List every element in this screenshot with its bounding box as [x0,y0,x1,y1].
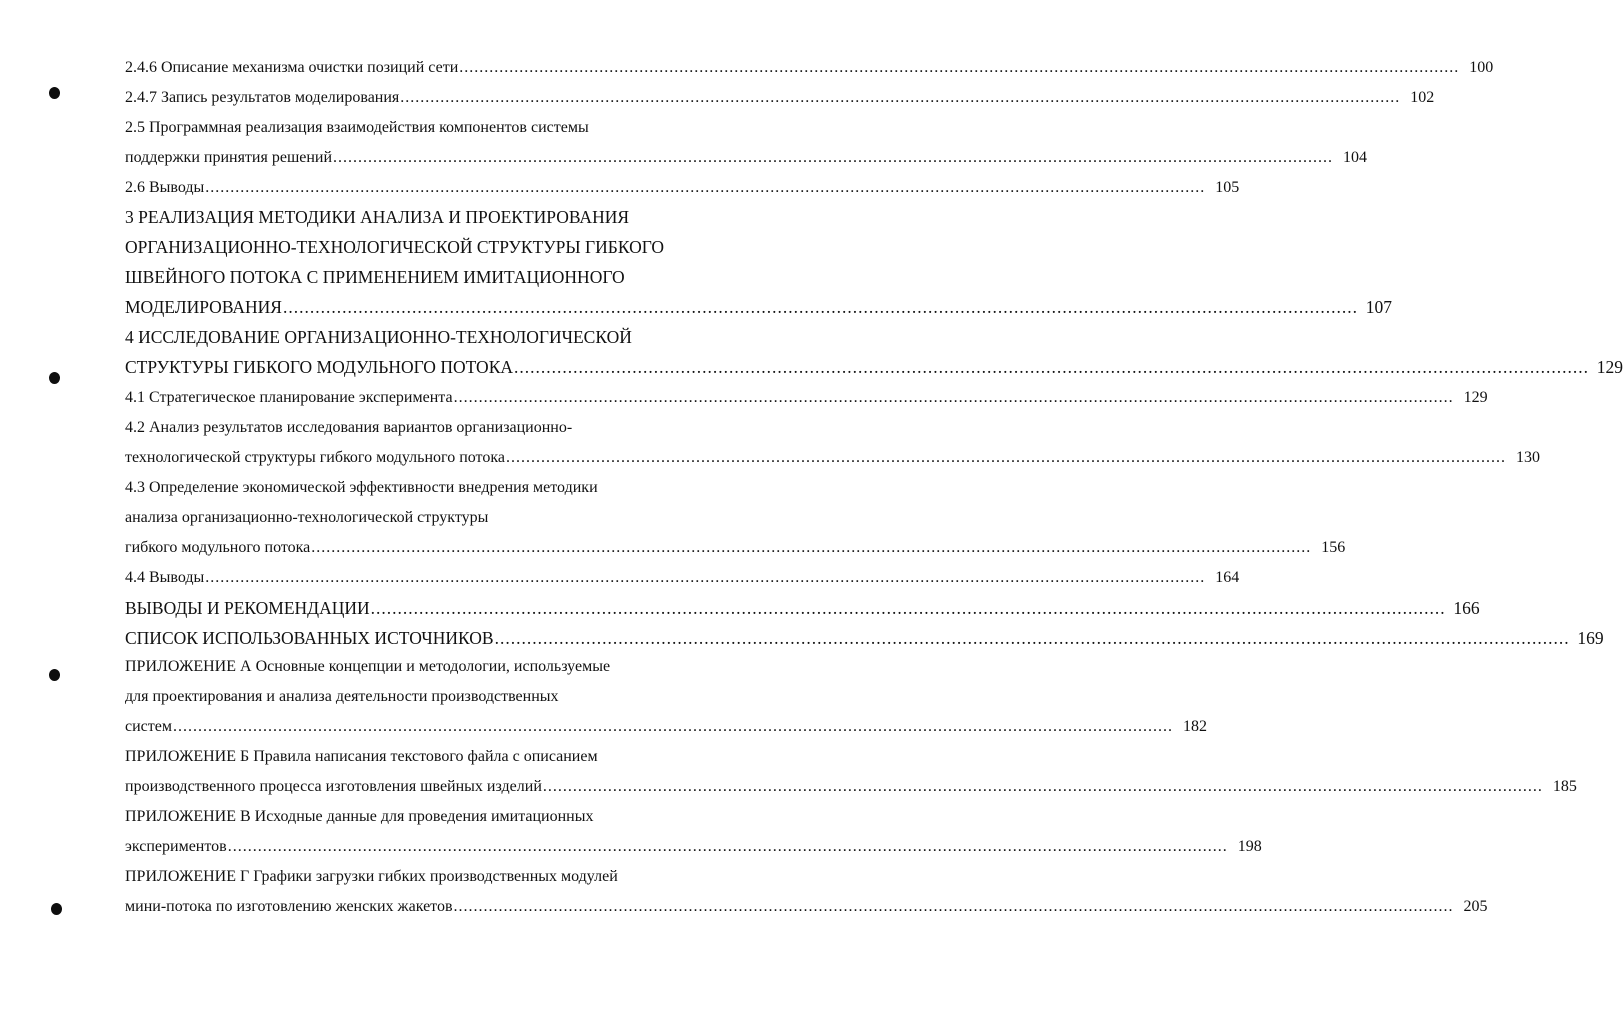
toc-entry [125,628,1604,658]
toc-leader-dots: ........................................................................................................................................................................................................ [205,569,1206,586]
toc-leader-dots: ........................................................................................................................................................................................................ [453,898,1454,915]
toc-leader-dots: ........................................................................................................................................................................................................ [514,357,1590,377]
toc-entry-title: мини-потока по изготовлению женских жакетов [125,898,453,915]
toc-entry-title: ВЫВОДЫ И РЕКОМЕНДАЦИИ [125,598,370,618]
toc-entry [125,419,715,449]
toc-entry-title: 3 РЕАЛИЗАЦИЯ МЕТОДИКИ АНАЛИЗА И ПРОЕКТИРОВАНИЯ [125,207,630,227]
toc-entry-title: 4.1 Стратегическое планирование эксперимента [125,389,453,406]
toc-leader-dots: ........................................................................................................................................................................................................ [542,778,1543,795]
toc-leader-dots: ........................................................................................................................................................................................................ [311,539,1312,556]
punch-hole-mark [51,903,62,915]
toc-leader-dots: ........................................................................................................................................................................................................ [282,297,1358,317]
toc-entry-title: 4.4 Выводы [125,569,205,586]
toc-page-number: 156 [1321,539,1346,556]
toc-entry-title: экспериментов [125,838,227,855]
toc-entry [125,898,1488,928]
toc-entry-title: 2.4.6 Описание механизма очистки позиций сети [125,59,459,76]
toc-page-number: 100 [1469,59,1494,76]
toc-page-number: 107 [1365,297,1392,317]
toc-entry [125,838,1262,868]
toc-entry-title: гибкого модульного потока [125,539,311,556]
toc-entry-title: МОДЕЛИРОВАНИЯ [125,297,282,317]
toc-page-number: 102 [1410,89,1435,106]
toc-entry [125,297,1392,327]
toc-page-number: 169 [1577,628,1604,648]
toc-entry [125,868,715,898]
toc-entry-title: 4.3 Определение экономической эффективности внедрения методики [125,479,598,496]
punch-hole-mark [49,372,60,384]
toc-entry [125,778,1577,808]
toc-entry [125,119,715,149]
toc-entry [125,479,715,509]
toc-entry-title: 4.2 Анализ результатов исследования вариантов организационно- [125,419,573,436]
toc-entry-title: СПИСОК ИСПОЛЬЗОВАННЫХ ИСТОЧНИКОВ [125,628,494,648]
toc-entry [125,748,715,778]
toc-entry-title: ПРИЛОЖЕНИЕ В Исходные данные для проведения имитационных [125,808,594,825]
toc-entry-title: ОРГАНИЗАЦИОННО-ТЕХНОЛОГИЧЕСКОЙ СТРУКТУРЫ ГИБКОГО [125,237,665,257]
toc-leader-dots: ........................................................................................................................................................................................................ [370,598,1446,618]
toc-entry-title: ПРИЛОЖЕНИЕ Г Графики загрузки гибких производственных модулей [125,868,618,885]
toc-leader-dots: ........................................................................................................................................................................................................ [205,179,1206,196]
toc-entry-title: поддержки принятия решений [125,149,333,166]
toc-entry [125,149,1368,179]
toc-page-number: 130 [1515,449,1540,466]
toc-page-number: 182 [1182,718,1207,735]
punch-hole-mark [49,87,60,99]
toc-page-number: 164 [1215,569,1240,586]
toc-leader-dots: ........................................................................................................................................................................................................ [400,89,1401,106]
toc-page-number: 198 [1237,838,1262,855]
toc-entry [125,688,715,718]
toc-leader-dots: ........................................................................................................................................................................................................ [505,449,1506,466]
toc-entry [125,59,1494,89]
toc-entry-title: ШВЕЙНОГО ПОТОКА С ПРИМЕНЕНИЕМ ИМИТАЦИОННОГО [125,267,625,287]
toc-page-number: 205 [1463,898,1488,915]
toc-page-number: 104 [1343,149,1368,166]
toc-leader-dots: ........................................................................................................................................................................................................ [333,149,1334,166]
toc-entry [125,267,715,297]
toc-entry [125,389,1488,419]
toc-page-number: 129 [1596,357,1623,377]
toc-entry-title: СТРУКТУРЫ ГИБКОГО МОДУЛЬНОГО ПОТОКА [125,357,514,377]
toc-entry [125,179,1240,209]
toc-entry [125,89,1435,119]
toc-entry [125,718,1207,748]
toc-entry [125,237,715,267]
toc-page-number: 105 [1215,179,1240,196]
toc-entry [125,509,715,539]
toc-page-number: 185 [1552,778,1577,795]
punch-hole-mark [49,669,60,681]
toc-entry [125,357,1623,387]
toc-entry-title: ПРИЛОЖЕНИЕ А Основные концепции и методологии, используемые [125,658,611,675]
toc-entry [125,539,1346,569]
toc-leader-dots: ........................................................................................................................................................................................................ [227,838,1228,855]
toc-entry-title: анализа организационно-технологической структуры [125,509,489,526]
toc-entry-title: 2.4.7 Запись результатов моделирования [125,89,400,106]
toc-entry-title: для проектирования и анализа деятельности производственных [125,688,559,705]
toc-entry-title: технологической структуры гибкого модульного потока [125,449,505,466]
toc-entry-title: 2.6 Выводы [125,179,205,196]
toc-entry-title: систем [125,718,172,735]
toc-entry [125,327,715,357]
toc-leader-dots: ........................................................................................................................................................................................................ [172,718,1173,735]
toc-leader-dots: ........................................................................................................................................................................................................ [494,628,1570,648]
toc-entry-title: 2.5 Программная реализация взаимодействия компонентов системы [125,119,589,136]
toc-entry [125,808,715,838]
toc-entry [125,598,1480,628]
toc-leader-dots: ........................................................................................................................................................................................................ [459,59,1460,76]
toc-entry-title: ПРИЛОЖЕНИЕ Б Правила написания текстового файла с описанием [125,748,598,765]
toc-entry [125,449,1540,479]
toc-entry-title: 4 ИССЛЕДОВАНИЕ ОРГАНИЗАЦИОННО-ТЕХНОЛОГИЧЕСКОЙ [125,327,632,347]
toc-entry [125,658,715,688]
toc-entry-title: производственного процесса изготовления швейных изделий [125,778,542,795]
toc-page-number: 166 [1453,598,1480,618]
toc-page-number: 129 [1463,389,1488,406]
toc-entry [125,207,715,237]
toc-entry [125,569,1240,599]
toc-leader-dots: ........................................................................................................................................................................................................ [453,389,1454,406]
